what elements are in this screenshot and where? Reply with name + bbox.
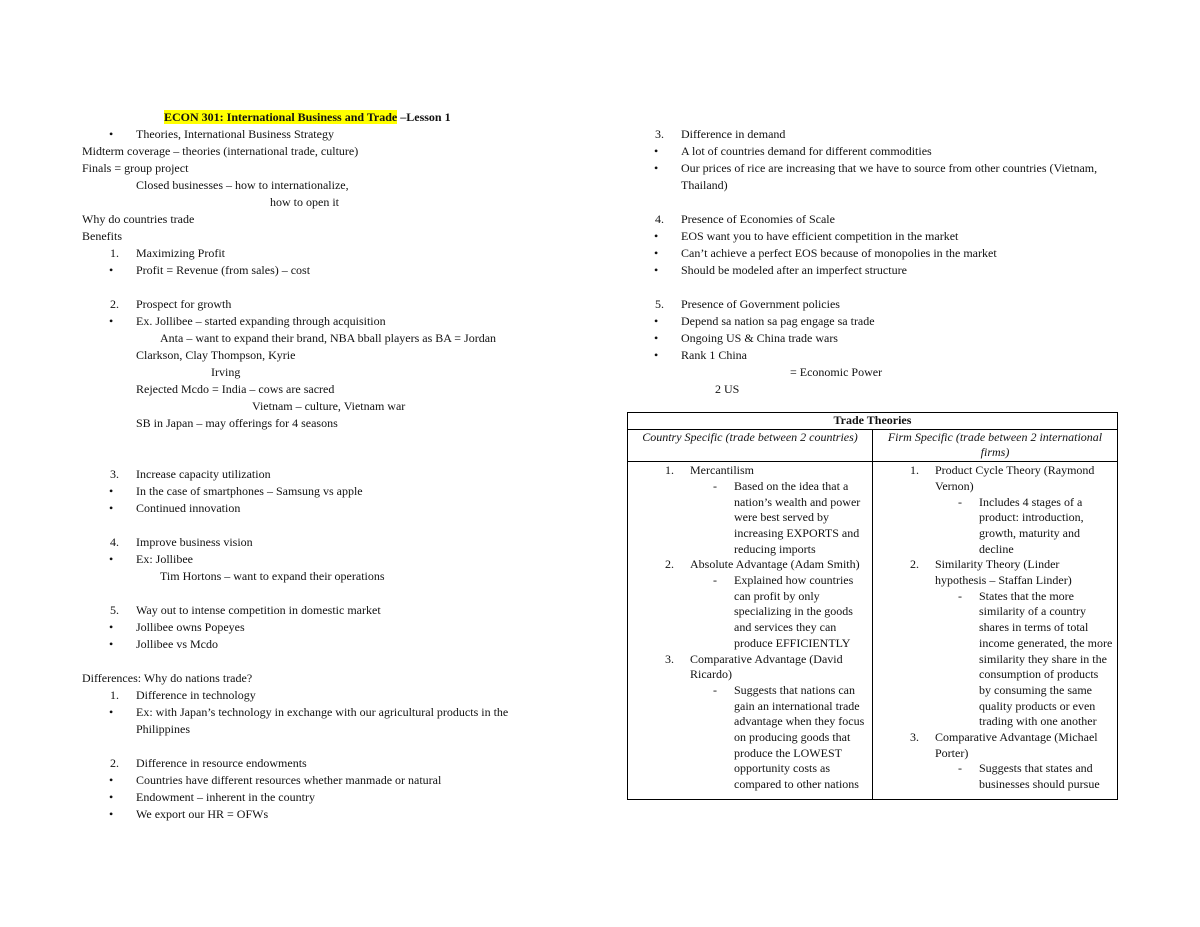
theory-description: - States that the more similarity of a country shares in terms of total income generated, the more similarity they share in the consumption of products by consuming the same quality products or even trading with one another	[958, 588, 1113, 729]
numbered-item: 5. Presence of Government policies	[655, 297, 840, 311]
theory-description: - Based on the idea that a nation’s wealth and power were best served by increasing EXPORTS and reducing imports	[713, 478, 861, 556]
numbered-item: 3. Difference in demand	[655, 127, 786, 141]
text-line: Rejected Mcdo = India – cows are sacred	[136, 382, 335, 396]
theory-description: - Includes 4 stages of a product: introduction, growth, maturity and decline	[958, 494, 1084, 556]
list-item: • Our prices of rice are increasing that we have to source from other countries (Vietnam, Thailand)	[654, 161, 1098, 192]
text-line: Tim Hortons – want to expand their operations	[160, 569, 385, 583]
list-item: • In the case of smartphones – Samsung vs apple	[109, 484, 363, 498]
list-item: • Continued innovation	[109, 501, 241, 515]
text-line: Anta – want to expand their brand, NBA bball players as BA = Jordan	[160, 331, 497, 345]
text-line: SB in Japan – may offerings for 4 seasons	[136, 416, 338, 430]
theory-description: - Suggests that states and businesses should pursue	[958, 761, 1100, 792]
column-header-country-specific: Country Specific (trade between 2 countries)	[628, 429, 873, 461]
list-item: • EOS want you to have efficient competition in the market	[654, 229, 959, 243]
numbered-item: 2. Difference in resource endowments	[110, 756, 307, 770]
column-header-firm-specific: Firm Specific (trade between 2 international firms)	[873, 429, 1118, 461]
list-item: • Profit = Revenue (from sales) – cost	[109, 263, 311, 277]
list-item: • Can’t achieve a perfect EOS because of monopolies in the market	[654, 246, 997, 260]
text-line: Irving	[211, 365, 241, 379]
trade-theories-table	[627, 412, 1118, 800]
numbered-item: 5. Way out to intense competition in domestic market	[110, 603, 381, 617]
list-item: • Ex: Jollibee	[109, 552, 193, 566]
numbered-item: 2. Prospect for growth	[110, 297, 232, 311]
list-item: • Jollibee owns Popeyes	[109, 620, 245, 634]
title-suffix: –Lesson 1	[397, 110, 451, 124]
firm-specific-cell	[873, 462, 1118, 800]
theory-description: - Explained how countries can profit by only specializing in the goods and services they can produce EFFICIENTLY	[713, 573, 854, 650]
section-heading: Differences: Why do nations trade?	[82, 671, 253, 685]
numbered-item: 4. Improve business vision	[110, 535, 253, 549]
text-line: Closed businesses – how to internationalize,	[136, 178, 349, 192]
theory-item: 1. Mercantilism	[665, 463, 754, 478]
text-line: how to open it	[270, 195, 339, 209]
text-line: Finals = group project	[82, 161, 189, 175]
left-column	[82, 109, 582, 823]
right-column	[627, 126, 1119, 398]
numbered-item: 1. Difference in technology	[110, 688, 256, 702]
theory-item: 3. Comparative Advantage (David Ricardo)	[665, 651, 843, 682]
text-line: = Economic Power	[790, 365, 883, 379]
list-item: • Rank 1 China	[654, 348, 747, 362]
list-item: • Ongoing US & China trade wars	[654, 331, 838, 345]
list-item: • Ex. Jollibee – started expanding through acquisition	[109, 314, 386, 328]
table-header: Trade Theories	[628, 413, 1118, 430]
list-item: • Ex: with Japan’s technology in exchange with our agricultural products in the Philippines	[109, 705, 509, 736]
country-specific-cell	[628, 462, 873, 800]
title-highlighted: ECON 301: International Business and Trade	[164, 110, 398, 124]
list-item: • Countries have different resources whether manmade or natural	[109, 773, 442, 787]
list-item: • Endowment – inherent in the country	[109, 790, 315, 804]
list-item: • Should be modeled after an imperfect structure	[654, 263, 907, 277]
text-line: 2 US	[715, 382, 740, 396]
theory-item: 1. Product Cycle Theory (Raymond Vernon)	[910, 463, 1095, 493]
list-item: • Depend sa nation sa pag engage sa trade	[654, 314, 875, 328]
list-item: • Jollibee vs Mcdo	[109, 637, 218, 651]
text-line: Midterm coverage – theories (international trade, culture)	[82, 144, 359, 158]
text-line: Vietnam – culture, Vietnam war	[252, 399, 406, 413]
numbered-item: 3. Increase capacity utilization	[110, 467, 271, 481]
page-title	[82, 109, 582, 126]
text-line: Clarkson, Clay Thompson, Kyrie	[136, 348, 296, 362]
section-heading: Why do countries trade	[82, 212, 195, 226]
theory-item: 2. Similarity Theory (Linder hypothesis – Staffan Linder)	[910, 557, 1072, 588]
numbered-item: 1. Maximizing Profit	[110, 246, 225, 260]
theory-item: 3. Comparative Advantage (Michael Porter)	[910, 730, 1098, 760]
theory-item: 2. Absolute Advantage (Adam Smith)	[665, 557, 860, 572]
numbered-item: 4. Presence of Economies of Scale	[655, 212, 835, 226]
list-item: • We export our HR = OFWs	[109, 807, 269, 821]
list-item: • A lot of countries demand for different commodities	[654, 144, 932, 158]
section-heading: Benefits	[82, 229, 122, 243]
theory-description: - Suggests that nations can gain an international trade advantage when they focus on producing goods that produce the LOWEST opportunity costs as compared to other nations	[713, 682, 865, 792]
list-item: • Theories, International Business Strategy	[109, 127, 334, 141]
